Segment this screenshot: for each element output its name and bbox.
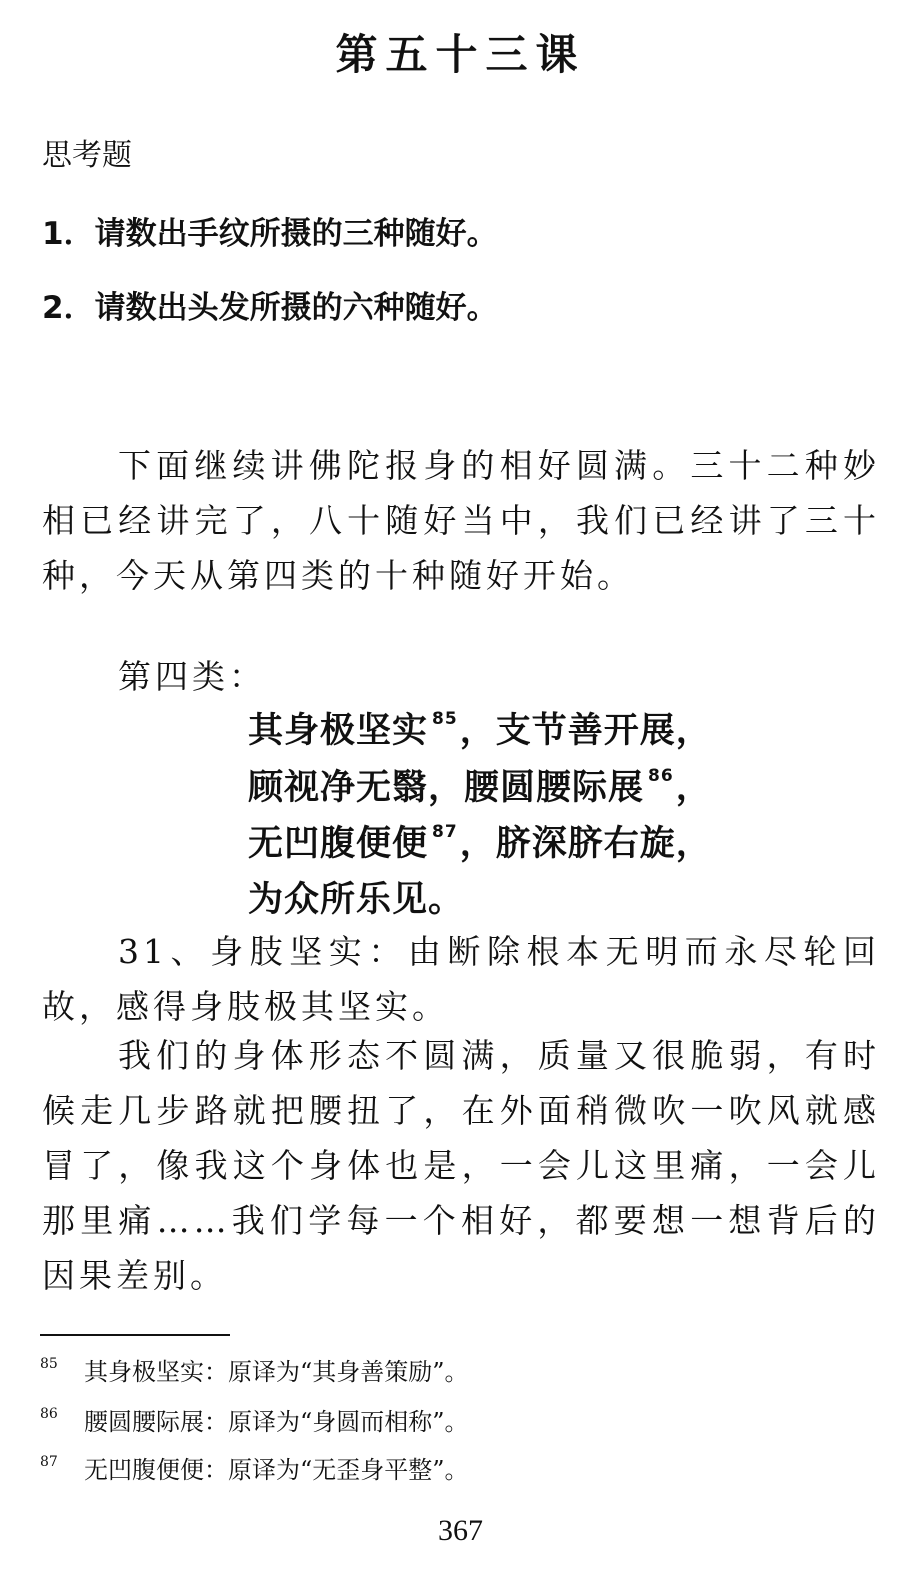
footnote-text: 其身极坚实：原译为“其身善策励”。: [84, 1358, 469, 1386]
paragraph-31: 31、身肢坚实：由断除根本无明而永尽轮回故，感得身肢极其坚实。: [42, 932, 880, 1026]
lesson-title: 第五十三课: [335, 30, 586, 79]
verse-line-2: [248, 760, 712, 810]
footnote-number: 85: [40, 1356, 58, 1372]
intro-paragraph: 下面继续讲佛陀报身的相好圆满。三十二种妙相已经讲完了，八十随好当中，我们已经讲了三十种，今天从第四类的十种随好开始。: [42, 446, 880, 595]
commentary-paragraph: 我们的身体形态不圆满，质量又很脆弱，有时候走几步路就把腰扭了，在外面稍微吹一吹风就感冒了，像我这个身体也是，一会儿这里痛，一会儿那里痛……我们学每一个相好，都要想一想背后的因果差别。: [42, 1036, 880, 1295]
question-item: 1．请数出手纹所摄的三种随好。: [42, 216, 498, 252]
footnote-text: 腰圆腰际展：原译为“身圆而相称”。: [84, 1408, 469, 1436]
footnote-ref: 87: [432, 822, 458, 842]
verse-text: ，脐深脐右旋，: [459, 824, 712, 864]
verse-text: ，: [675, 768, 712, 808]
verse-line-3: [248, 816, 712, 866]
footnote-divider: [40, 1334, 230, 1336]
verse-line-1: [248, 703, 712, 753]
page-number: 367: [438, 1514, 483, 1547]
verse-text: 顾视净无翳，腰圆腰际展: [248, 768, 645, 808]
verse-text: ，支节善开展，: [459, 711, 712, 751]
footnote-ref: 85: [432, 709, 458, 729]
verse-line-4: [248, 872, 464, 922]
footnote: [40, 1450, 469, 1485]
fourth-category-label: 第四类：: [118, 657, 266, 696]
question-item: 2．请数出头发所摄的六种随好。: [42, 290, 498, 326]
footnote-number: 86: [40, 1406, 58, 1422]
footnote-ref: 86: [648, 766, 674, 786]
footnote: [40, 1402, 469, 1437]
footnote-text: 无凹腹便便：原译为“无歪身平整”。: [84, 1456, 469, 1484]
footnote-number: 87: [40, 1454, 58, 1470]
verse-text: 为众所乐见。: [248, 880, 465, 920]
verse-text: 其身极坚实: [248, 711, 429, 751]
verse-text: 无凹腹便便: [248, 824, 429, 864]
footnote: [40, 1352, 469, 1387]
questions-label: 思考题: [42, 138, 132, 173]
